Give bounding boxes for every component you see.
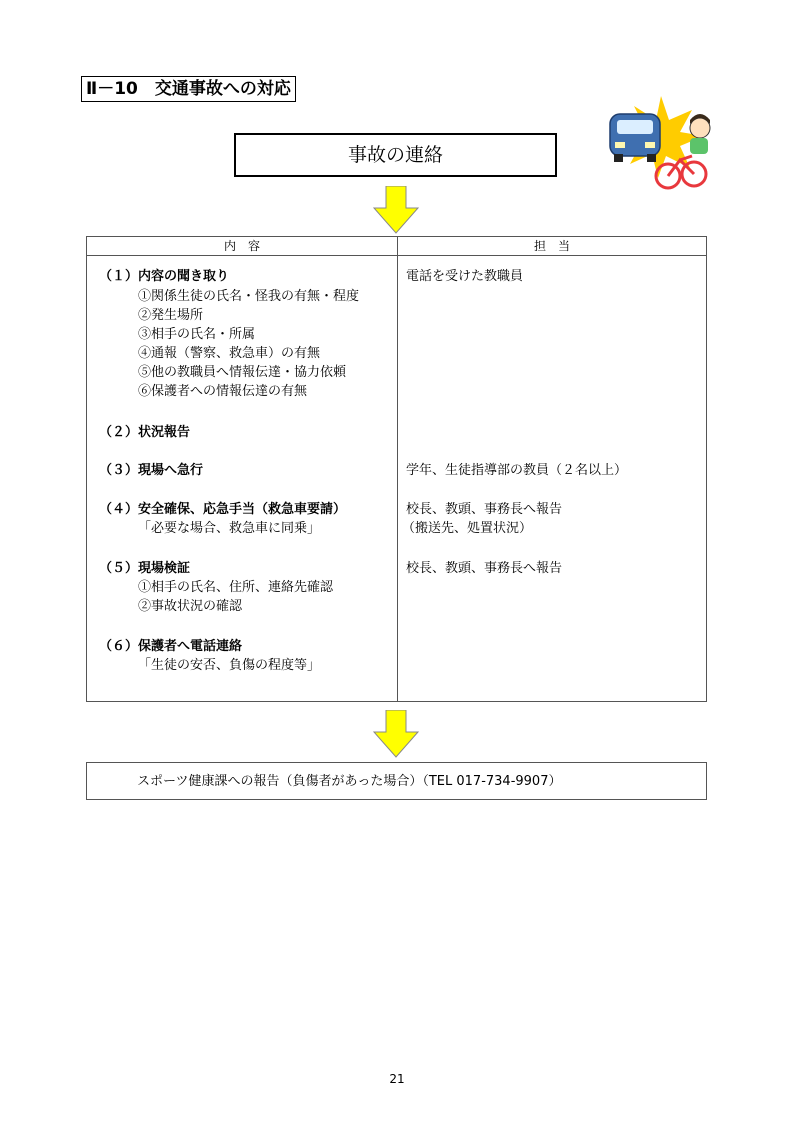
step-5-item: ①相手の氏名、住所、連絡先確認: [138, 580, 334, 595]
down-arrow-icon: [372, 710, 420, 758]
step-6-title: （６）保護者へ電話連絡: [99, 639, 243, 654]
assignee-step-4: 校長、教頭、事務長へ報告: [406, 502, 563, 517]
step-4-note: 「必要な場合、救急車に同乗」: [138, 521, 321, 536]
car-icon: [610, 114, 660, 162]
step-1-title: （１）内容の聞き取り: [99, 269, 230, 284]
step-1-item: ③相手の氏名・所属: [138, 327, 256, 342]
step-3-title: （３）現場へ急行: [99, 463, 204, 478]
assignee-step-4-note: （搬送先、処置状況）: [402, 521, 533, 536]
step-5-title: （５）現場検証: [99, 561, 191, 576]
assignee-step-3: 学年、生徒指導部の教員（２名以上）: [406, 463, 628, 478]
response-table: [86, 236, 707, 702]
report-box: [86, 762, 707, 800]
step-1-item: ④通報（警察、救急車）の有無: [138, 346, 321, 361]
page-number: 21: [389, 1072, 405, 1086]
step-4-title: （４）安全確保、応急手当（救急車要請）: [99, 502, 347, 517]
step-5-item: ②事故状況の確認: [138, 599, 243, 614]
section-title: Ⅱ－10 交通事故への対応: [81, 76, 296, 102]
assignee-step-1: 電話を受けた教職員: [406, 269, 524, 284]
header-content: 内 容: [223, 239, 260, 253]
incident-contact-box: 事故の連絡: [234, 133, 557, 177]
step-1-item: ②発生場所: [138, 308, 204, 323]
header-assignee: 担 当: [533, 239, 570, 253]
step-1-item: ①関係生徒の氏名・怪我の有無・程度: [138, 289, 360, 304]
down-arrow-icon: [372, 186, 420, 234]
report-text: スポーツ健康課への報告（負傷者があった場合）（TEL 017-734-9907）: [137, 774, 562, 789]
traffic-accident-illustration: [606, 96, 716, 190]
step-2-title: （２）状況報告: [99, 425, 191, 440]
step-1-item: ⑥保護者への情報伝達の有無: [138, 384, 308, 399]
step-6-note: 「生徒の安否、負傷の程度等」: [138, 658, 321, 673]
step-1-item: ⑤他の教職員へ情報伝達・協力依頼: [138, 365, 347, 380]
assignee-step-5: 校長、教頭、事務長へ報告: [406, 561, 563, 576]
